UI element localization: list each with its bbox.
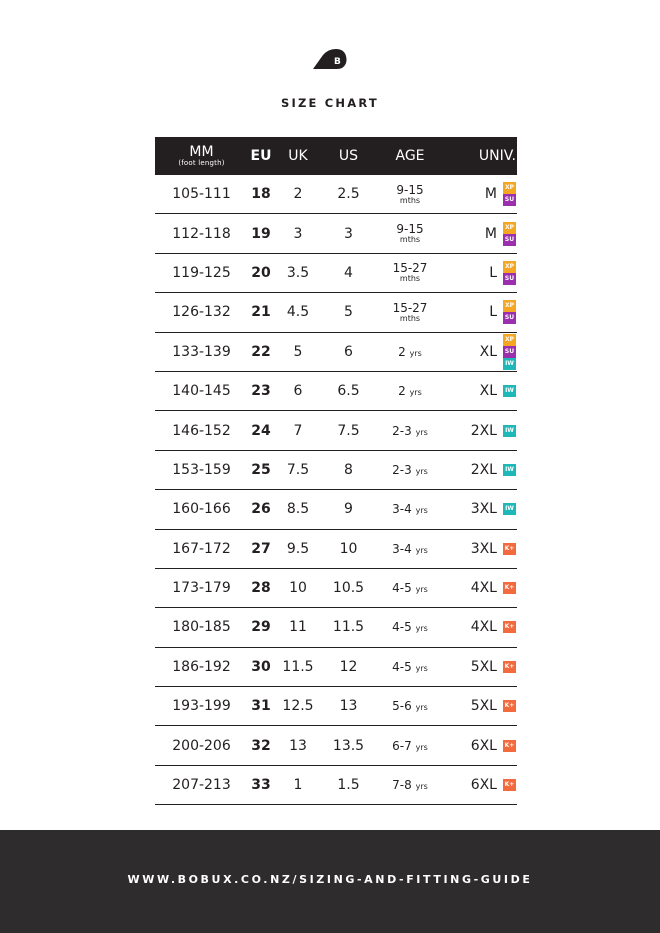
cell-uk: 8.5 <box>286 501 310 518</box>
table-header <box>155 137 517 175</box>
cell-univ <box>445 261 517 285</box>
cell-mm: 186-192 <box>172 658 231 675</box>
cell-eu: 19 <box>251 225 271 242</box>
age-unit: yrs <box>415 585 428 595</box>
cell-mm: 167-172 <box>172 540 231 557</box>
category-badge: XP <box>503 182 516 194</box>
univ-size: L <box>489 304 497 321</box>
table-row <box>155 214 517 253</box>
age-unit: yrs <box>409 388 422 398</box>
cell-uk: 7.5 <box>286 461 310 478</box>
cell-us: 4 <box>344 264 353 281</box>
cell-mm: 146-152 <box>172 422 231 439</box>
cell-age <box>375 262 445 283</box>
category-badge: K+ <box>503 700 516 712</box>
cell-uk: 12.5 <box>282 698 314 715</box>
table-row <box>155 726 517 765</box>
header-univ <box>445 148 517 164</box>
age-unit: yrs <box>415 742 428 752</box>
univ-size: 3XL <box>470 501 497 518</box>
badge-stack <box>503 582 516 594</box>
cell-age <box>375 619 445 635</box>
cell-us: 10.5 <box>332 580 365 597</box>
cell-mm: 160-166 <box>172 501 231 518</box>
cell-age <box>375 302 445 323</box>
cell-age <box>375 738 445 754</box>
badge-stack <box>503 222 516 246</box>
cell-univ <box>445 698 517 714</box>
cell-uk: 7 <box>293 422 303 439</box>
cell-univ <box>445 541 517 557</box>
univ-size: 2XL <box>470 461 497 478</box>
table-row <box>155 648 517 687</box>
age-value: 2 <box>398 384 406 399</box>
cell-univ <box>445 580 517 596</box>
univ-size: 4XL <box>470 619 497 636</box>
category-badge: SU <box>503 312 516 324</box>
table-row <box>155 254 517 293</box>
cell-eu: 24 <box>251 422 271 439</box>
cell-eu: 31 <box>251 698 271 715</box>
age-unit: mths <box>399 235 421 245</box>
cell-mm: 207-213 <box>172 777 231 794</box>
cell-mm: 133-139 <box>172 343 231 360</box>
header-age: AGE <box>395 148 425 164</box>
category-badge: SU <box>503 273 516 285</box>
age-value: 7-8 <box>392 778 412 793</box>
cell-uk: 4.5 <box>286 304 310 321</box>
cell-mm: 112-118 <box>172 225 231 242</box>
badge-stack <box>503 182 516 206</box>
footer-url-link[interactable]: WWW.BOBUX.CO.NZ/SIZING-AND-FITTING-GUIDE <box>127 873 533 886</box>
age-unit: yrs <box>415 624 428 634</box>
category-badge: K+ <box>503 582 516 594</box>
cell-us: 5 <box>344 304 353 321</box>
age-value: 2-3 <box>392 462 412 477</box>
badge-stack <box>503 261 516 285</box>
univ-size: XL <box>479 383 497 400</box>
age-value: 6-7 <box>392 738 412 753</box>
cell-mm: 140-145 <box>172 383 231 400</box>
category-badge: K+ <box>503 543 516 555</box>
univ-size: 5XL <box>470 658 497 675</box>
age-unit: yrs <box>415 427 428 437</box>
category-badge: IW <box>503 385 516 397</box>
cell-us: 10 <box>339 540 358 557</box>
age-unit: mths <box>399 274 421 284</box>
age-value: 5-6 <box>392 699 412 714</box>
cell-eu: 25 <box>251 461 271 478</box>
cell-age <box>375 223 445 244</box>
age-unit: yrs <box>409 348 422 358</box>
table-body <box>155 175 517 805</box>
cell-uk: 11 <box>289 619 307 636</box>
badge-stack <box>503 740 516 752</box>
header-eu: EU <box>250 148 272 164</box>
cell-mm: 119-125 <box>172 264 231 281</box>
age-unit: mths <box>399 313 421 323</box>
univ-size: 3XL <box>470 540 497 557</box>
cell-mm: 193-199 <box>172 698 231 715</box>
table-row <box>155 608 517 647</box>
cell-eu: 21 <box>251 304 271 321</box>
cell-univ <box>445 423 517 439</box>
cell-uk: 5 <box>293 343 303 360</box>
cell-us: 3 <box>344 225 353 242</box>
age-unit: yrs <box>415 545 428 555</box>
cell-uk: 2 <box>293 186 303 203</box>
header-uk: UK <box>288 148 308 164</box>
cell-univ <box>445 659 517 675</box>
category-badge: SU <box>503 194 516 206</box>
cell-eu: 32 <box>251 737 271 754</box>
cell-eu: 30 <box>251 658 271 675</box>
category-badge: XP <box>503 261 516 273</box>
cell-us: 1.5 <box>337 777 360 794</box>
cell-us: 6 <box>344 343 353 360</box>
cell-age <box>375 541 445 557</box>
cell-uk: 10 <box>289 580 307 597</box>
cell-mm: 153-159 <box>172 461 231 478</box>
univ-size: 4XL <box>470 580 497 597</box>
badge-stack <box>503 621 516 633</box>
univ-size: 2XL <box>470 422 497 439</box>
univ-size: M <box>484 186 497 203</box>
cell-uk: 13 <box>289 737 307 754</box>
cell-us: 13.5 <box>332 737 365 754</box>
cell-uk: 9.5 <box>286 540 310 557</box>
category-badge: K+ <box>503 621 516 633</box>
cell-eu: 18 <box>251 186 271 203</box>
footer <box>0 830 660 933</box>
cell-univ <box>445 738 517 754</box>
cell-us: 12 <box>339 658 358 675</box>
cell-univ <box>445 501 517 517</box>
table-row <box>155 687 517 726</box>
category-badge: IW <box>503 425 516 437</box>
table-row <box>155 293 517 332</box>
cell-eu: 29 <box>251 619 271 636</box>
cell-us: 6.5 <box>337 383 360 400</box>
cell-univ <box>445 300 517 324</box>
table-row <box>155 451 517 490</box>
cell-eu: 33 <box>251 777 271 794</box>
age-value: 4-5 <box>392 659 412 674</box>
cell-univ <box>445 619 517 635</box>
cell-age <box>375 698 445 714</box>
badge-stack <box>503 334 516 370</box>
cell-uk: 3.5 <box>286 264 310 281</box>
age-value: 2-3 <box>392 423 412 438</box>
univ-size: M <box>484 225 497 242</box>
age-value: 2 <box>398 344 406 359</box>
cell-eu: 28 <box>251 580 271 597</box>
bobux-logo-icon <box>311 48 349 70</box>
badge-stack <box>503 464 516 476</box>
cell-uk: 3 <box>293 225 303 242</box>
cell-age <box>375 383 445 399</box>
cell-mm: 126-132 <box>172 304 231 321</box>
cell-age <box>375 184 445 205</box>
cell-uk: 11.5 <box>282 658 314 675</box>
badge-stack <box>503 385 516 397</box>
cell-eu: 27 <box>251 540 271 557</box>
cell-age <box>375 423 445 439</box>
svg-text:B: B <box>334 57 341 67</box>
size-chart-table <box>155 137 517 805</box>
cell-uk: 1 <box>293 777 303 794</box>
age-value: 3-4 <box>392 502 412 517</box>
univ-size: 6XL <box>470 777 497 794</box>
page-title: SIZE CHART <box>281 96 379 110</box>
header-mm <box>155 145 248 168</box>
cell-us: 7.5 <box>337 422 360 439</box>
badge-stack <box>503 300 516 324</box>
age-value: 9-15 <box>396 182 424 197</box>
category-badge: IW <box>503 503 516 515</box>
badge-stack <box>503 779 516 791</box>
age-value: 9-15 <box>396 222 424 237</box>
univ-size: 5XL <box>470 698 497 715</box>
cell-univ <box>445 383 517 399</box>
header-mm-sublabel: (foot length) <box>178 158 225 167</box>
table-row <box>155 175 517 214</box>
cell-us: 13 <box>339 698 358 715</box>
age-value: 4-5 <box>392 620 412 635</box>
cell-uk: 6 <box>293 383 303 400</box>
category-badge: IW <box>503 464 516 476</box>
cell-age <box>375 659 445 675</box>
age-value: 15-27 <box>392 300 428 315</box>
category-badge: SU <box>503 234 516 246</box>
cell-us: 8 <box>344 461 353 478</box>
cell-univ <box>445 334 517 370</box>
cell-us: 2.5 <box>337 186 360 203</box>
header-univ-label: UNIV. <box>478 148 516 164</box>
category-badge: XP <box>503 334 516 346</box>
badge-stack <box>503 661 516 673</box>
age-value: 3-4 <box>392 541 412 556</box>
age-unit: yrs <box>415 782 428 792</box>
cell-univ <box>445 462 517 478</box>
cell-mm: 173-179 <box>172 580 231 597</box>
category-badge: K+ <box>503 661 516 673</box>
age-unit: yrs <box>415 506 428 516</box>
cell-univ <box>445 777 517 793</box>
univ-size: 6XL <box>470 737 497 754</box>
header-us: US <box>338 148 359 164</box>
univ-size: XL <box>479 343 497 360</box>
age-value: 15-27 <box>392 261 428 276</box>
badge-stack <box>503 700 516 712</box>
cell-mm: 180-185 <box>172 619 231 636</box>
table-row <box>155 372 517 411</box>
age-unit: yrs <box>415 663 428 673</box>
cell-eu: 23 <box>251 383 271 400</box>
table-row <box>155 530 517 569</box>
cell-age <box>375 344 445 360</box>
cell-age <box>375 501 445 517</box>
category-badge: IW <box>503 358 516 370</box>
table-row <box>155 333 517 372</box>
cell-mm: 105-111 <box>172 186 231 203</box>
cell-univ <box>445 222 517 246</box>
age-unit: yrs <box>415 703 428 713</box>
cell-age <box>375 462 445 478</box>
table-row <box>155 569 517 608</box>
category-badge: K+ <box>503 740 516 752</box>
cell-age <box>375 580 445 596</box>
cell-age <box>375 777 445 793</box>
cell-eu: 22 <box>251 343 271 360</box>
univ-size: L <box>489 264 497 281</box>
age-unit: mths <box>399 195 421 205</box>
badge-stack <box>503 425 516 437</box>
badge-stack <box>503 503 516 515</box>
cell-us: 9 <box>344 501 353 518</box>
badge-stack <box>503 543 516 555</box>
header-mm-label: MM <box>189 143 214 160</box>
cell-eu: 26 <box>251 501 271 518</box>
age-value: 4-5 <box>392 581 412 596</box>
cell-mm: 200-206 <box>172 737 231 754</box>
cell-us: 11.5 <box>332 619 365 636</box>
category-badge: XP <box>503 300 516 312</box>
category-badge: SU <box>503 346 516 358</box>
category-badge: K+ <box>503 779 516 791</box>
table-row <box>155 411 517 450</box>
category-badge: XP <box>503 222 516 234</box>
table-row <box>155 766 517 805</box>
cell-univ <box>445 182 517 206</box>
age-unit: yrs <box>415 466 428 476</box>
cell-eu: 20 <box>251 264 271 281</box>
table-row <box>155 490 517 529</box>
